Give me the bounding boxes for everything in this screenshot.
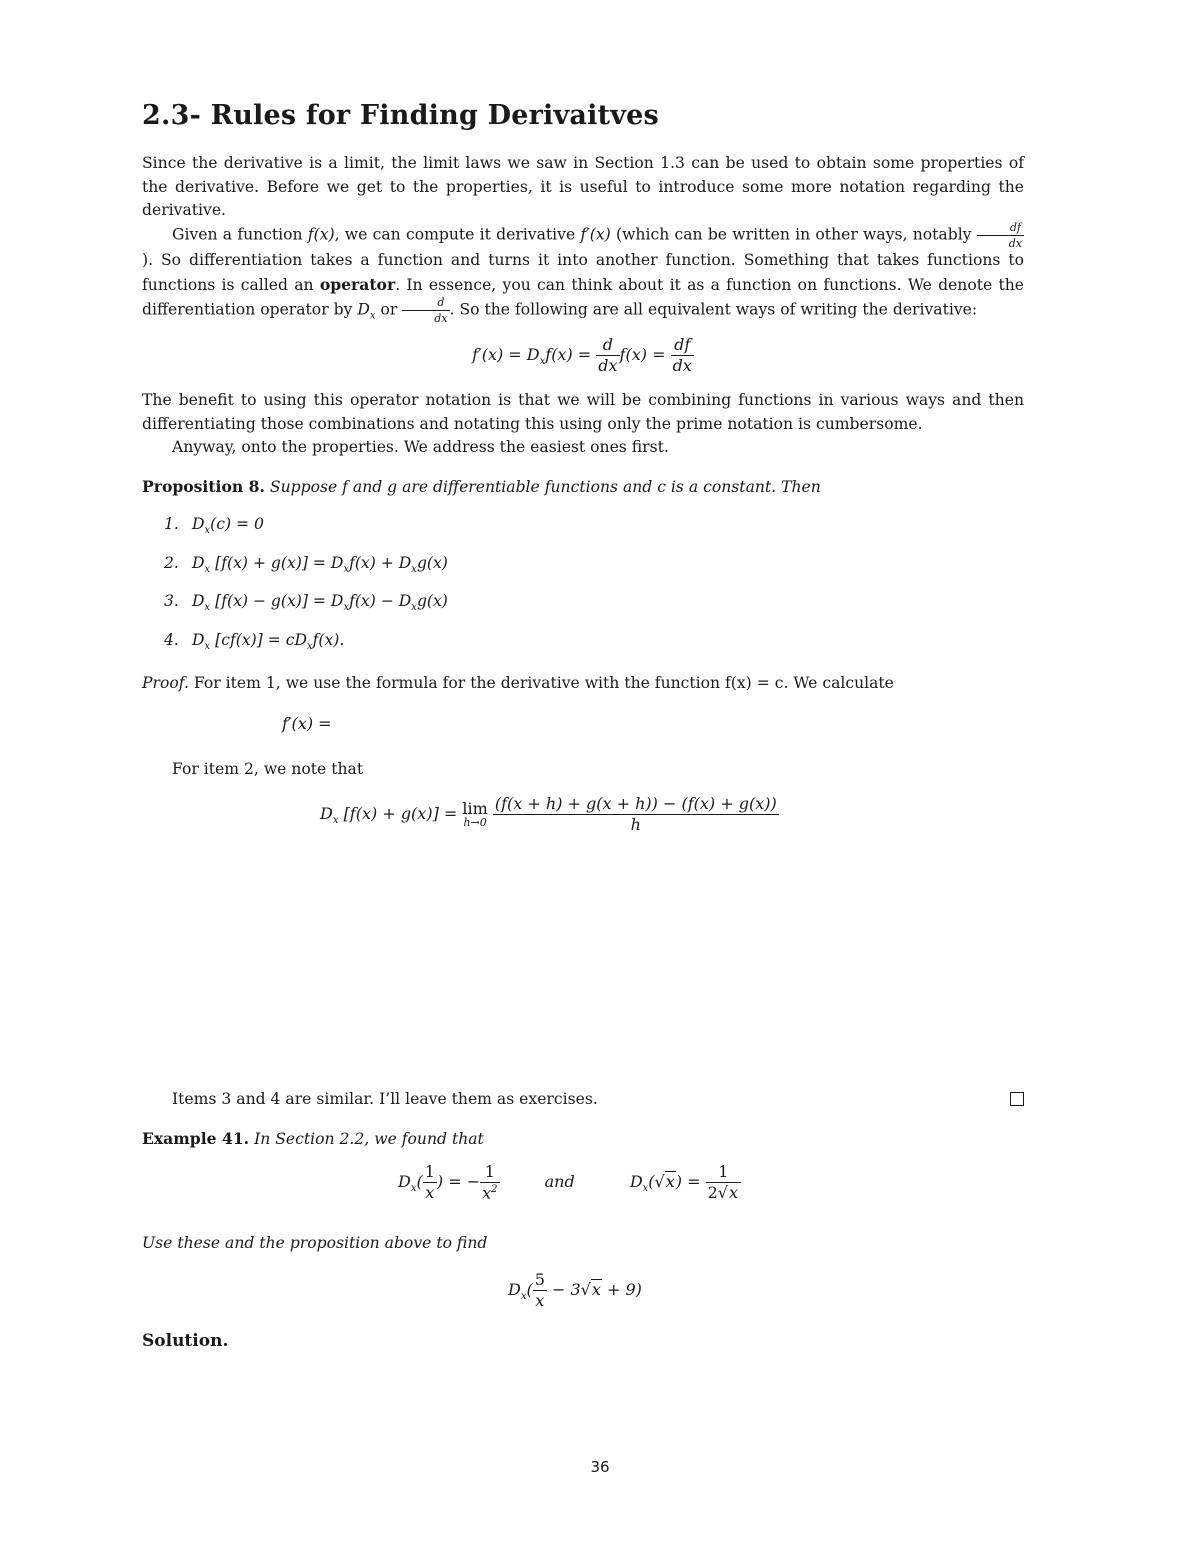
operator-term: operator — [319, 274, 396, 294]
anyway-paragraph: Anyway, onto the properties. We address the easiest ones first. — [172, 438, 669, 456]
proposition-item-4: 4. $D_x$ $[cf(x)] = cD_xf(x)$. — [164, 631, 345, 653]
proposition-item-3: 3. $D_x$ $[f(x) - g(x)] = D_xf(x) - D_xg(x)$ — [164, 592, 448, 614]
proof-paragraph: Proof. For item 1, we use the formula for the derivative with the function f(x) = c. We calculate — [142, 674, 894, 692]
items-similar-text: Items 3 and 4 are similar. I’ll leave them as exercises. — [172, 1090, 598, 1108]
proposition-item-1: 1. $D_x(c) = 0$ — [164, 515, 264, 537]
equivalence-equation: $f'(x) = D_xf(x)$ = $\frac{d}{dx}$ f(x) = $\frac{df}{dx}$ — [472, 335, 692, 375]
example-known-derivatives: $D_x$( $\frac{1}{x}$ ) = − $\frac{1}{x^2}$ and $D_x(√x)$ = $\frac{1}{2√x}$ — [398, 1164, 741, 1201]
example-statement: Example 41. In Section 2.2, we found that — [142, 1129, 484, 1148]
benefit-paragraph: The benefit to using this operator notation is that we will be combining functions in various ways and then differentiating those combinations and notating this using only the prime notation is cumbersome. — [142, 391, 1024, 433]
qed-box — [1010, 1092, 1024, 1106]
fprime-equation: f′(x) = — [282, 714, 332, 733]
sum-rule-limit-equation: $D_x$ [f(x) + g(x)] = lim h→0 $\frac{(f(x + h) + g(x + h)) - (f(x) + g(x))}{h}$ — [320, 794, 777, 834]
proposition-statement: Proposition 8. Suppose f and g are differentiable functions and c is a constant. Then — [142, 477, 821, 496]
solution-label: Solution. — [142, 1331, 229, 1351]
use-these-text: Use these and the proposition above to find — [142, 1234, 488, 1252]
intro-paragraph: Since the derivative is a limit, the limit laws we saw in Section 1.3 can be used to obtain some properties of the derivative. Before we get to the properties, it is useful to introduce some more notation regarding the derivative. — [142, 154, 1024, 219]
operator-paragraph: Given a function f(x), we can compute it derivative f′(x) (which can be written in other ways, notably $\frac{df}{dx}$ ). So differentiation takes a function and turns it into another function. Something that takes functions to functions is called an operator. In essence, you can think about it as a function on functions. We denote the differentiation operator by $D_x$ or $\frac{d}{dx}$ . So the following are all equivalent ways of writing the derivative: — [142, 221, 1024, 325]
proposition-item-2: 2. $D_x$ $[f(x) + g(x)] = D_xf(x) + D_xg(x)$ — [164, 554, 448, 576]
section-title: 2.3- Rules for Finding Derivaitves — [142, 100, 659, 131]
page-number: 36 — [590, 1458, 610, 1476]
item2-intro: For item 2, we note that — [172, 760, 364, 778]
target-expression: $D_x$( $\frac{5}{x}$ − 3√x + 9) — [508, 1270, 642, 1310]
